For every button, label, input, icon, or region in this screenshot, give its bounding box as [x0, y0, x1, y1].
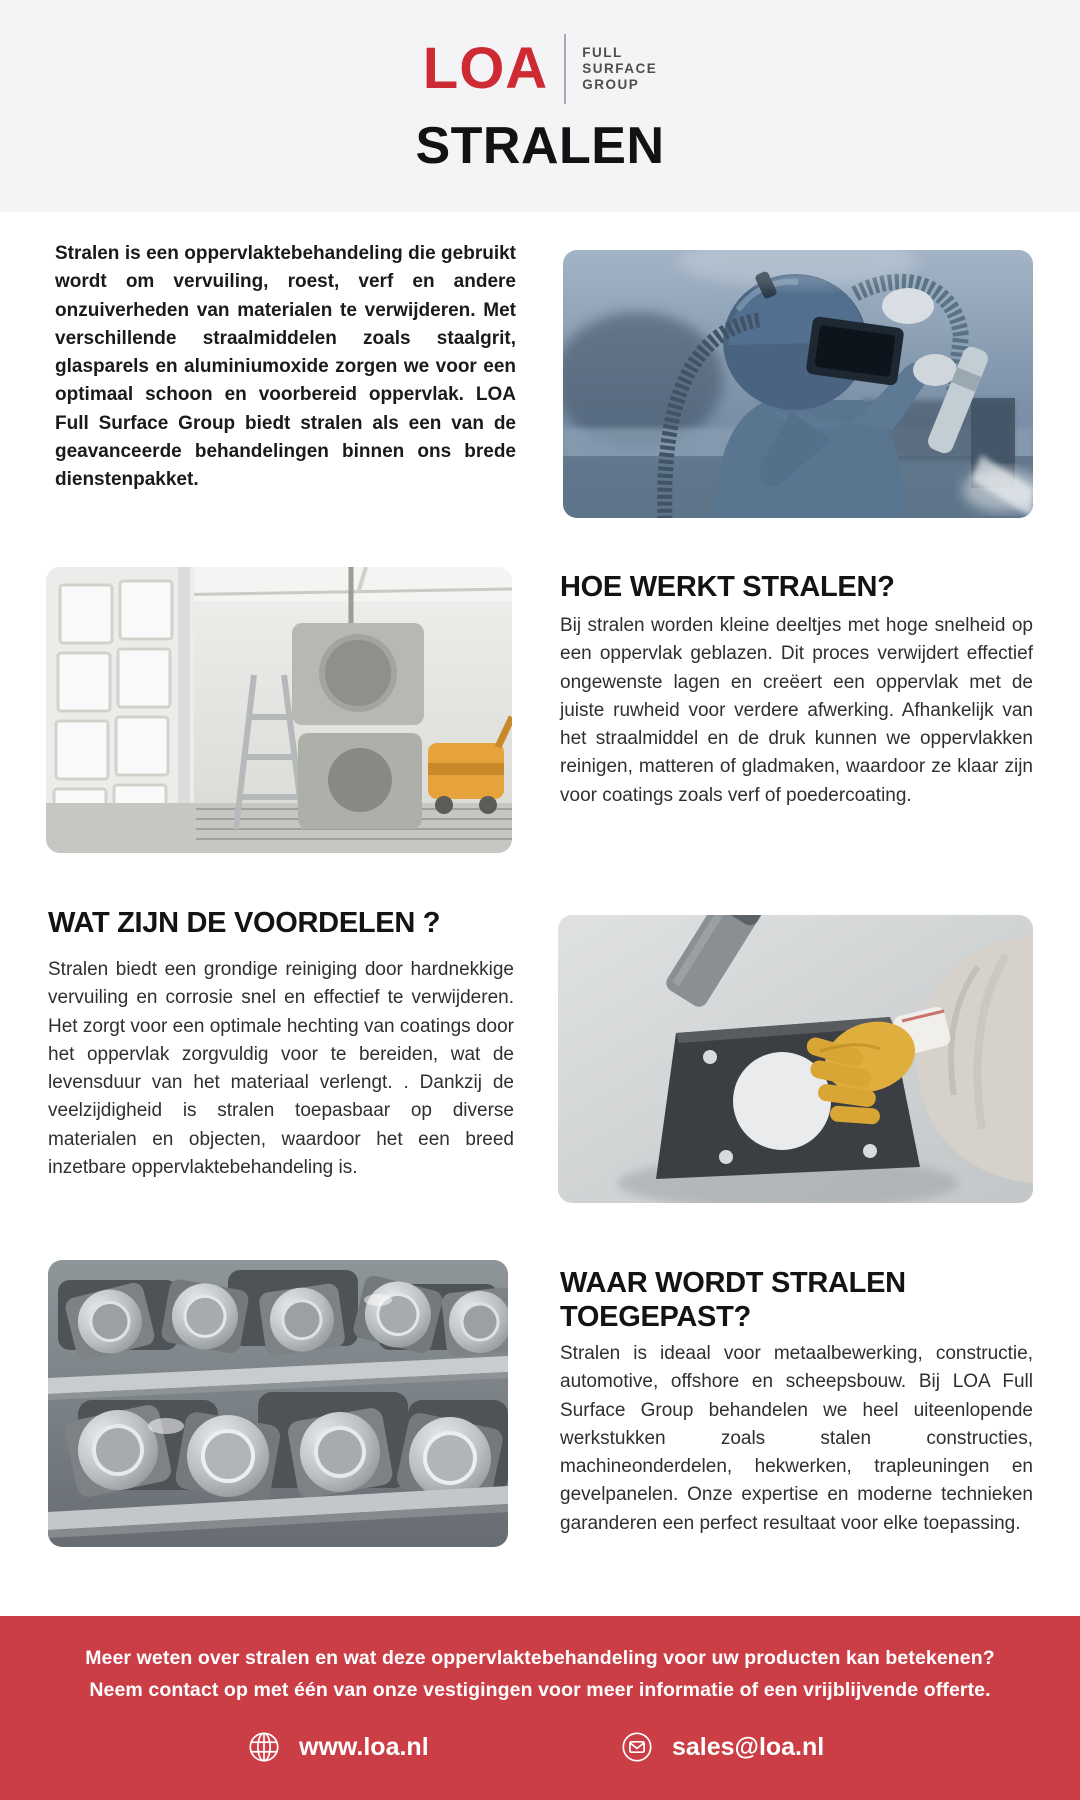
logo [0, 34, 1080, 104]
logo-divider [564, 34, 566, 104]
header-band [0, 0, 1080, 212]
gloved-hands-metal-part-photo [558, 915, 1033, 1203]
email-icon [620, 1730, 654, 1764]
logo-subtext-line: FULL [582, 45, 623, 60]
aluminum-castings-shelf-photo [48, 1260, 508, 1547]
intro-paragraph: Stralen is een oppervlaktebehandeling die gebruikt wordt om vervuiling, roest, verf en andere onzuiverheden van materialen te verwijderen. Met verschillende straalmiddelen zoals staalgrit, glasparels en aluminiumoxide zorgen we voor een optimaal schoon en voorbereid oppervlak. LOA Full Surface Group biedt stralen als een van de geavanceerde behandelingen binnen ons brede dienstenpakket. [55, 243, 516, 491]
footer-cta-line-1: Meer weten over stralen en wat deze oppervlaktebehandeling voor uw producten kan betekenen? [85, 1647, 995, 1669]
gloved-hands-illustration [558, 915, 1033, 1203]
section-body-voordelen: Stralen biedt een grondige reiniging door hardnekkige vervuiling en corrosie snel en effectief te verwijderen. Het zorgt voor een optimale hechting van coatings door het oppervlak zorgvuldig voor te bereiden, wat de levensduur van het materiaal verlengt. . Dankzij de veelzijdigheid is stralen toepasbaar op diverse materialen en objecten, waardoor het een breed inzetbare oppervlaktebehandeling is. [48, 959, 514, 1179]
sandblasting-worker-illustration [563, 250, 1033, 518]
globe-icon [247, 1730, 281, 1764]
section-body-toegepast: Stralen is ideaal voor metaalbewerking, constructie, automotive, offshore en scheepsbouw. Bij LOA Full Surface Group behandelen we heel uiteenlopende werkstukken zoals stalen constructies, machineonderdelen, hekwerken, trapleuningen en gevelpanelen. Onze expertise en moderne technieken garanderen een perfect resultaat voor elke toepassing. [560, 1343, 1033, 1534]
logo-subtext-line: GROUP [582, 77, 640, 92]
logo-subtext-line: SURFACE [582, 61, 658, 76]
spray-booth-illustration [46, 567, 512, 853]
sandblasting-worker-photo [563, 250, 1033, 518]
page-title: STRALEN [415, 117, 665, 175]
section-heading-voordelen: WAT ZIJN DE VOORDELEN ? [48, 907, 441, 939]
castings-shelf-illustration [48, 1260, 508, 1547]
section-heading-hoe-werkt: HOE WERKT STRALEN? [560, 571, 895, 603]
logo-wordmark: LOA [422, 36, 549, 101]
footer [0, 1616, 1080, 1800]
section-body-hoe-werkt: Bij stralen worden kleine deeltjes met hoge snelheid op een oppervlak geblazen. Dit proces verwijdert effectief ongewenste lagen en creëert een oppervlak met de juiste ruwheid voor verdere afwerking. Afhankelijk van het straalmiddel en de druk kunnen we oppervlakken reinigen, matteren of gladmaken, waardoor ze klaar zijn voor coatings zoals verf of poedercoating. [560, 615, 1033, 806]
logo-subtext [582, 45, 657, 93]
footer-cta-line-2: Neem contact op met één van onze vestigingen voor meer informatie of een vrijblijvende offerte. [89, 1679, 991, 1701]
website-link[interactable] [247, 1730, 429, 1764]
spray-booth-workshop-photo [46, 567, 512, 853]
email-label: sales@loa.nl [672, 1732, 825, 1761]
email-link[interactable] [620, 1730, 824, 1764]
website-label: www.loa.nl [299, 1732, 429, 1761]
section-heading-toegepast: WAAR WORDT STRALEN TOEGEPAST? [560, 1267, 906, 1333]
